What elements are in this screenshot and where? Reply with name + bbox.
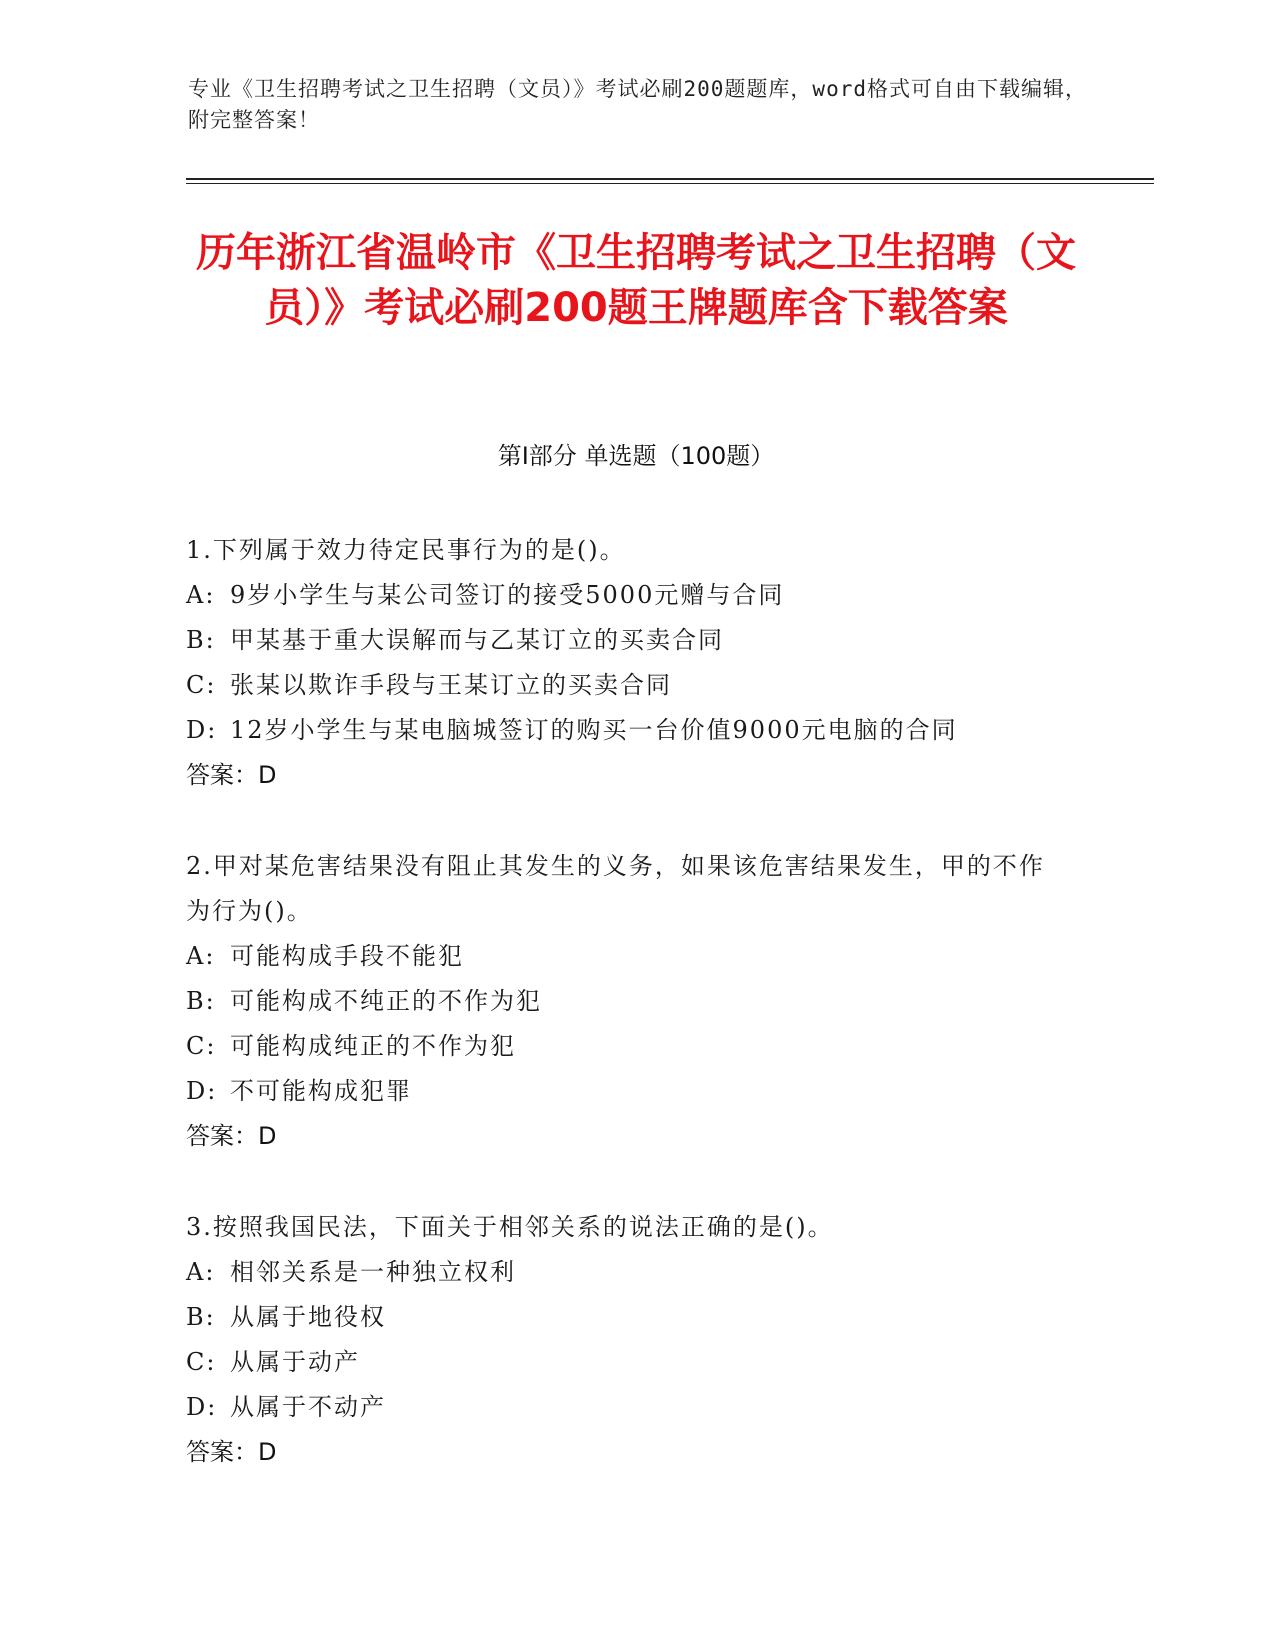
option-key: C: — [186, 671, 217, 699]
option-text: 张某以欺诈手段与王某订立的买卖合同 — [230, 671, 672, 699]
option-key: A: — [186, 942, 216, 970]
option-text: 从属于不动产 — [230, 1393, 386, 1421]
option-key: B: — [186, 1303, 216, 1331]
option-key: B: — [186, 987, 216, 1015]
option-text: 甲某基于重大误解而与乙某订立的买卖合同 — [230, 626, 724, 654]
option-a — [186, 934, 1066, 979]
header-note: 专业《卫生招聘考试之卫生招聘（文员）》考试必刷200题题库，word格式可自由下载编辑，附完整答案！ — [188, 77, 1087, 132]
document-title: 历年浙江省温岭市《卫生招聘考试之卫生招聘（文员）》考试必刷200题王牌题库含下载答案 — [196, 230, 1076, 331]
option-key: C: — [186, 1348, 217, 1376]
header-divider-thick — [186, 178, 1154, 180]
option-text: 12岁小学生与某电脑城签订的购买一台价值9000元电脑的合同 — [230, 716, 958, 744]
question-1 — [186, 528, 1066, 798]
question-stem: 2.甲对某危害结果没有阻止其发生的义务，如果该危害结果发生，甲的不作为行为()。 — [186, 852, 1045, 925]
answer-line: 答案：D — [186, 1438, 277, 1466]
option-key: C: — [186, 1032, 217, 1060]
option-c — [186, 1024, 1066, 1069]
option-key: D: — [186, 1077, 218, 1105]
question-3 — [186, 1205, 1066, 1475]
answer-line: 答案：D — [186, 761, 277, 789]
option-d — [186, 1069, 1066, 1114]
option-b — [186, 1295, 1066, 1340]
option-key: A: — [186, 1258, 216, 1286]
option-text: 9岁小学生与某公司签订的接受5000元赠与合同 — [230, 581, 785, 609]
option-c — [186, 663, 1066, 708]
option-key: D: — [186, 716, 218, 744]
option-key: B: — [186, 626, 216, 654]
option-text: 可能构成纯正的不作为犯 — [230, 1032, 516, 1060]
option-text: 不可能构成犯罪 — [230, 1077, 412, 1105]
option-text: 相邻关系是一种独立权利 — [230, 1258, 516, 1286]
header-divider-thin — [186, 183, 1154, 184]
section-heading: 第Ⅰ部分 单选题（100题） — [497, 442, 775, 470]
option-a — [186, 573, 1066, 618]
option-text: 从属于地役权 — [230, 1303, 386, 1331]
option-b — [186, 618, 1066, 663]
question-2 — [186, 844, 1066, 1159]
option-d — [186, 708, 1066, 753]
option-key: D: — [186, 1393, 218, 1421]
option-a — [186, 1250, 1066, 1295]
option-text: 可能构成不纯正的不作为犯 — [230, 987, 542, 1015]
question-list — [186, 528, 1066, 1521]
question-stem: 1.下列属于效力待定民事行为的是()。 — [186, 536, 626, 564]
option-text: 可能构成手段不能犯 — [230, 942, 464, 970]
option-d — [186, 1385, 1066, 1430]
option-key: A: — [186, 581, 216, 609]
option-b — [186, 979, 1066, 1024]
question-stem: 3.按照我国民法，下面关于相邻关系的说法正确的是()。 — [186, 1213, 834, 1241]
answer-line: 答案：D — [186, 1122, 277, 1150]
option-c — [186, 1340, 1066, 1385]
option-text: 从属于动产 — [230, 1348, 360, 1376]
